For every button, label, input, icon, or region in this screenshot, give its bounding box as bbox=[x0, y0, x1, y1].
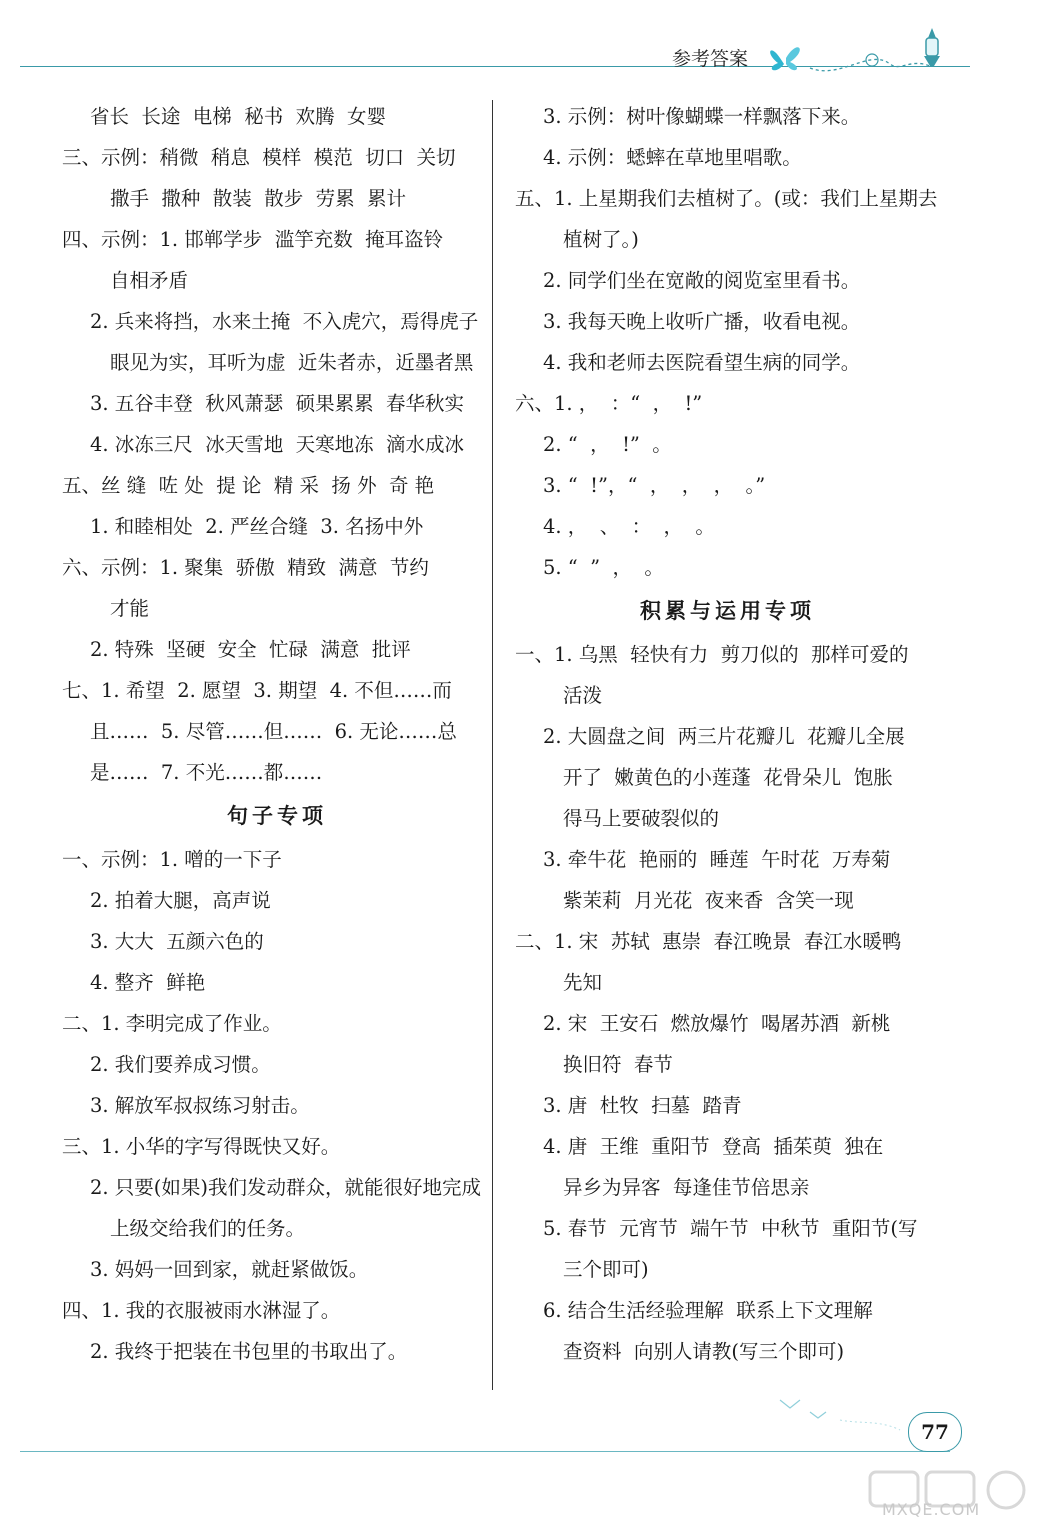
answer-line: 6. 结合生活经验理解 联系上下文理解 bbox=[543, 1299, 873, 1322]
answer-line: 4. ， 、 ： ， 。 bbox=[543, 515, 715, 538]
answer-line: 2. 我终于把装在书包里的书取出了。 bbox=[90, 1340, 408, 1363]
answer-line: 3. 妈妈一回到家，就赶紧做饭。 bbox=[90, 1258, 369, 1281]
left-answers-vocab bbox=[62, 96, 492, 793]
page-number: 77 bbox=[908, 1412, 962, 1452]
right-column bbox=[515, 96, 940, 1372]
left-column bbox=[62, 96, 492, 1372]
answer-line: 2. 大圆盘之间 两三片花瓣儿 花瓣儿全展 bbox=[543, 725, 905, 748]
answer-line: 2. 拍着大腿，高声说 bbox=[90, 889, 271, 912]
answer-line: 3. 大大 五颜六色的 bbox=[90, 930, 264, 953]
answer-line: 三、1. 小华的字写得既快又好。 bbox=[62, 1135, 341, 1158]
answer-line: 撒手 撒种 散装 散步 劳累 累计 bbox=[110, 187, 406, 210]
answer-line: 2. 特殊 坚硬 安全 忙碌 满意 批评 bbox=[90, 638, 411, 661]
answer-line: 1. 和睦相处 2. 严丝合缝 3. 名扬中外 bbox=[90, 515, 424, 538]
answer-line: 省长 长途 电梯 秘书 欢腾 女婴 bbox=[90, 105, 386, 128]
answer-line: 得马上要破裂似的 bbox=[563, 807, 720, 830]
answer-line: 六、1. ， ：“ ， !” bbox=[515, 392, 703, 415]
right-answers-accumulation bbox=[515, 634, 940, 1372]
answer-line: 五、1. 上星期我们去植树了。(或：我们上星期去 bbox=[515, 187, 938, 210]
answer-line: 一、示例：1. 噌的一下子 bbox=[62, 848, 282, 871]
footer-rule bbox=[20, 1451, 950, 1452]
answer-line: 换旧符 春节 bbox=[563, 1053, 673, 1076]
answer-line: 2. “ ， !” 。 bbox=[543, 433, 672, 456]
page-header-title: 参考答案 bbox=[672, 48, 749, 70]
answer-line: 2. 我们要养成习惯。 bbox=[90, 1053, 271, 1076]
answer-line: 查资料 向别人请教(写三个即可) bbox=[563, 1340, 845, 1363]
section-title-sentences: 句子专项 bbox=[227, 803, 327, 828]
answer-line: 紫茉莉 月光花 夜来香 含笑一现 bbox=[563, 889, 854, 912]
answer-line: 4. 整齐 鲜艳 bbox=[90, 971, 206, 994]
answer-line: 植树了。) bbox=[563, 228, 639, 251]
answer-line: 3. 牵牛花 艳丽的 睡莲 午时花 万寿菊 bbox=[543, 848, 891, 871]
answer-line: 3. 唐 杜牧 扫墓 踏青 bbox=[543, 1094, 742, 1117]
answer-line: 上级交给我们的任务。 bbox=[110, 1217, 306, 1240]
answer-line: 3. 解放军叔叔练习射击。 bbox=[90, 1094, 310, 1117]
answer-line: 且…… 5. 尽管……但…… 6. 无论……总 bbox=[90, 720, 457, 743]
bird-decoration-icon bbox=[770, 1390, 910, 1440]
answer-line: 2. 宋 王安石 燃放爆竹 喝屠苏酒 新桃 bbox=[543, 1012, 891, 1035]
answer-line: 4. 我和老师去医院看望生病的同学。 bbox=[543, 351, 861, 374]
answer-line: 2. 同学们坐在宽敞的阅览室里看书。 bbox=[543, 269, 861, 292]
answer-line: 六、示例：1. 聚集 骄傲 精致 满意 节约 bbox=[62, 556, 429, 579]
answer-line: 5. “ ” ， 。 bbox=[543, 556, 664, 579]
answer-line: 3. 示例：树叶像蝴蝶一样飘落下来。 bbox=[543, 105, 861, 128]
answer-line: 四、示例：1. 邯郸学步 滥竽充数 掩耳盗铃 bbox=[62, 228, 444, 251]
answer-line: 二、1. 宋 苏轼 惠崇 春江晚景 春江水暖鸭 bbox=[515, 930, 902, 953]
answer-line: 活泼 bbox=[563, 684, 603, 707]
watermark-text: MXQE.COM bbox=[882, 1500, 981, 1519]
answer-line: 4. 示例：蟋蟀在草地里唱歌。 bbox=[543, 146, 802, 169]
answer-line: 眼见为实，耳听为虚 近朱者赤，近墨者黑 bbox=[110, 351, 474, 374]
answer-line: 2. 兵来将挡，水来土掩 不入虎穴，焉得虎子 bbox=[90, 310, 479, 333]
butterfly-lamp-icon bbox=[760, 18, 960, 78]
answer-line: 3. “ !”，“ ， ， ， 。” bbox=[543, 474, 766, 497]
answer-line: 5. 春节 元宵节 端午节 中秋节 重阳节(写 bbox=[543, 1217, 918, 1240]
answer-line: 2. 只要(如果)我们发动群众，就能很好地完成 bbox=[90, 1176, 482, 1199]
answer-line: 是…… 7. 不光……都…… bbox=[90, 761, 323, 784]
right-answers-sentences bbox=[515, 96, 940, 588]
column-divider bbox=[492, 100, 493, 1390]
answer-line: 4. 唐 王维 重阳节 登高 插茱萸 独在 bbox=[543, 1135, 884, 1158]
section-title-accumulation: 积累与运用专项 bbox=[640, 598, 815, 623]
answer-line: 一、1. 乌黑 轻快有力 剪刀似的 那样可爱的 bbox=[515, 643, 909, 666]
answer-line: 七、1. 希望 2. 愿望 3. 期望 4. 不但……而 bbox=[62, 679, 452, 702]
answer-line: 3. 我每天晚上收听广播，收看电视。 bbox=[543, 310, 861, 333]
answer-line: 才能 bbox=[110, 597, 150, 620]
answer-line: 4. 冰冻三尺 冰天雪地 天寒地冻 滴水成冰 bbox=[90, 433, 464, 456]
answer-line: 先知 bbox=[563, 971, 603, 994]
answer-line: 二、1. 李明完成了作业。 bbox=[62, 1012, 282, 1035]
left-answers-sentences bbox=[62, 839, 492, 1372]
answer-line: 三个即可) bbox=[563, 1258, 649, 1281]
answer-line: 四、1. 我的衣服被雨水淋湿了。 bbox=[62, 1299, 341, 1322]
answer-line: 3. 五谷丰登 秋风萧瑟 硕果累累 春华秋实 bbox=[90, 392, 464, 415]
answer-line: 自相矛盾 bbox=[110, 269, 189, 292]
answer-line: 开了 嫩黄色的小莲蓬 花骨朵儿 饱胀 bbox=[563, 766, 893, 789]
answer-line: 异乡为异客 每逢佳节倍思亲 bbox=[563, 1176, 810, 1199]
answer-line: 五、丝 缝 咗 处 提 论 精 采 扬 外 奇 艳 bbox=[62, 474, 435, 497]
answer-line: 三、示例：稍微 稍息 模样 模范 切口 关切 bbox=[62, 146, 456, 169]
